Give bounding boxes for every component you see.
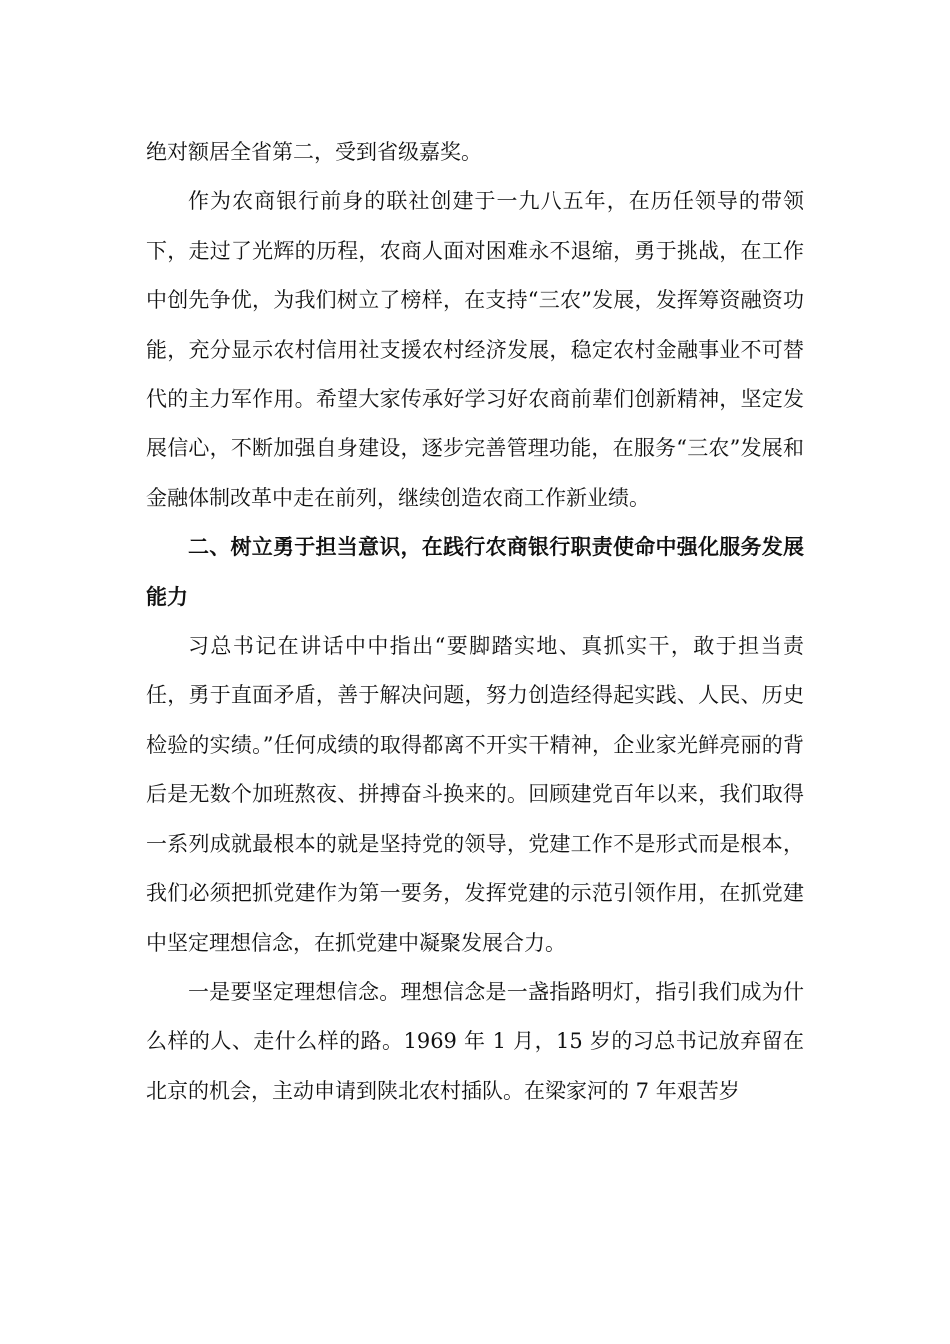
paragraph-history: 作为农商银行前身的联社创建于一九八五年，在历任领导的带领下，走过了光辉的历程，农商人面对困难永不退缩，勇于挑战，在工作中创先争优，为我们树立了榜样，在支持“三农”发展，发挥筹资融资功能，充分显示农村信用社支援农村经济发展，稳定农村金融事业不可替代的主力军作用。希望大家传承好学习好农商前辈们创新精神，坚定发展信心，不断加强自身建设，逐步完善管理功能，在服务“三农”发展和金融体制改革中走在前列，继续创造农商工作新业绩。: [146, 189, 804, 510]
paragraph-continuation: 绝对额居全省第二，受到省级嘉奖。: [146, 140, 482, 164]
document-body: [146, 128, 804, 1116]
paragraph-responsibility: 习总书记在讲话中中指出“要脚踏实地、真抓实干，敢于担当责任，勇于直面矛盾，善于解决问题，努力创造经得起实践、人民、历史检验的实绩。”任何成绩的取得都离不开实干精神，企业家光鲜亮丽的背后是无数个加班熬夜、拼搏奋斗换来的。回顾建党百年以来，我们取得一系列成就最根本的就是坚持党的领导，党建工作不是形式而是根本，我们必须把抓党建作为第一要务，发挥党建的示范引领作用，在抓党建中坚定理想信念，在抓党建中凝聚发展合力。: [146, 634, 804, 955]
paragraph-ideals: 一是要坚定理想信念。理想信念是一盏指路明灯，指引我们成为什么样的人、走什么样的路。1969 年 1 月，15 岁的习总书记放弃留在北京的机会，主动申请到陕北农村插队。在梁家河的 7 年艰苦岁: [146, 979, 804, 1103]
section-heading: 二、树立勇于担当意识，在践行农商银行职责使命中强化服务发展能力: [146, 535, 804, 609]
